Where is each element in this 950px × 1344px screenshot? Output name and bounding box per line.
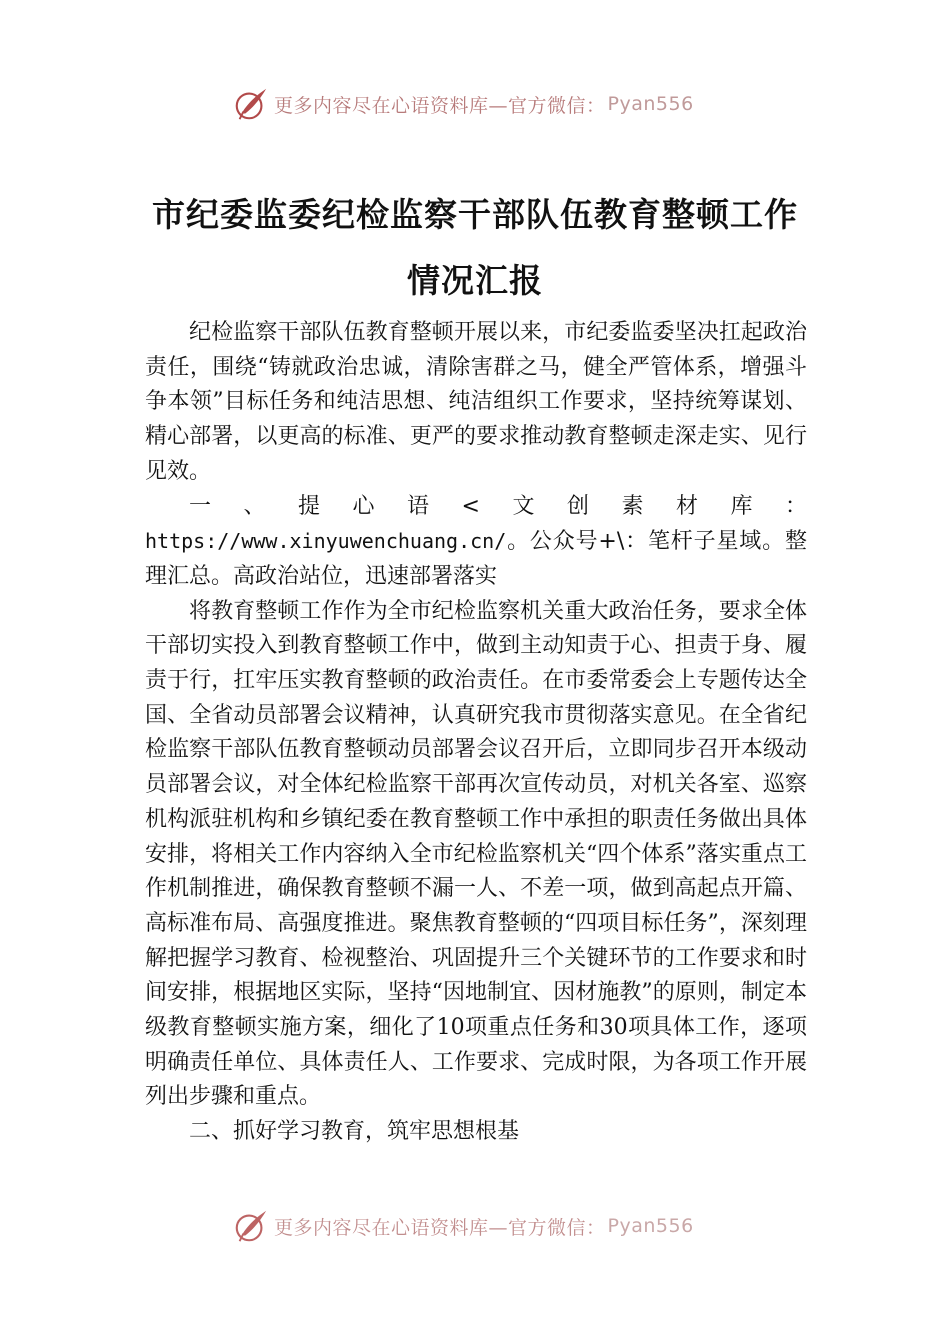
section-1-heading [145, 490, 807, 595]
watermark-wechat-id: Pyan556 [607, 93, 694, 115]
document-body [145, 316, 807, 1150]
intro-paragraph: 纪检监察干部队伍教育整顿开展以来，市纪委监委坚决扛起政治责任，围绕“铸就政治忠诚，清除害群之马，健全严管体系，增强斗争本领”目标任务和纯洁思想、纯洁组织工作要求，坚持统筹谋划、精心部署，以更高的标准、更严的要求推动教育整顿走深走实、见行见效。 [145, 320, 807, 484]
section-2-heading: 二、抓好学习教育，筑牢思想根基 [189, 1119, 520, 1145]
watermark-header [232, 84, 752, 124]
body-paragraph-1: 将教育整顿工作作为全市纪检监察机关重大政治任务，要求全体干部切实投入到教育整顿工作中，做到主动知责于心、担责于身、履责于行，扛牢压实教育整顿的政治责任。在市委常委会上专题传达全国、全省动员部署会议精神，认真研究我市贯彻落实意见。在全省纪检监察干部队伍教育整顿动员部署会议召开后，立即同步召开本级动员部署会议，对全体纪检监察干部再次宣传动员，对机关各室、巡察机构派驻机构和乡镇纪委在教育整顿工作中承担的职责任务做出具体安排，将相关工作内容纳入全市纪检监察机关“四个体系”落实重点工作机制推进，确保教育整顿不漏一人、不差一项，做到高起点开篇、高标准布局、高强度推进。聚焦教育整顿的“四项目标任务”，深刻理解把握学习教育、检视整治、巩固提升三个关键环节的工作要求和时间安排，根据地区实际，坚持“因地制宜、因材施教”的原则，制定本级教育整顿实施方案，细化了10项重点任务和30项具体工作，逐项明确责任单位、具体责任人、工作要求、完成时限，为各项工作开展列出步骤和重点。 [145, 598, 807, 1110]
document-title: 市纪委监委纪检监察干部队伍教育整顿工作情况汇报 [152, 195, 798, 300]
section-1-url: https://www.xinyuwenchuang.cn/ [145, 529, 507, 554]
section-1-prefix: 一、提心语<文创素材库： [189, 493, 807, 519]
quill-logo-icon [232, 1207, 270, 1245]
section-1-suffix: 。公众号+\：笔杆子星域。整理汇总。高政治站位，迅速部署落实 [145, 529, 807, 589]
watermark-footer [232, 1206, 752, 1246]
quill-logo-icon [232, 85, 270, 123]
watermark-wechat-id: Pyan556 [607, 1215, 694, 1237]
watermark-text: 更多内容尽在心语资料库—官方微信： [274, 94, 606, 117]
watermark-text: 更多内容尽在心语资料库—官方微信： [274, 1216, 606, 1239]
